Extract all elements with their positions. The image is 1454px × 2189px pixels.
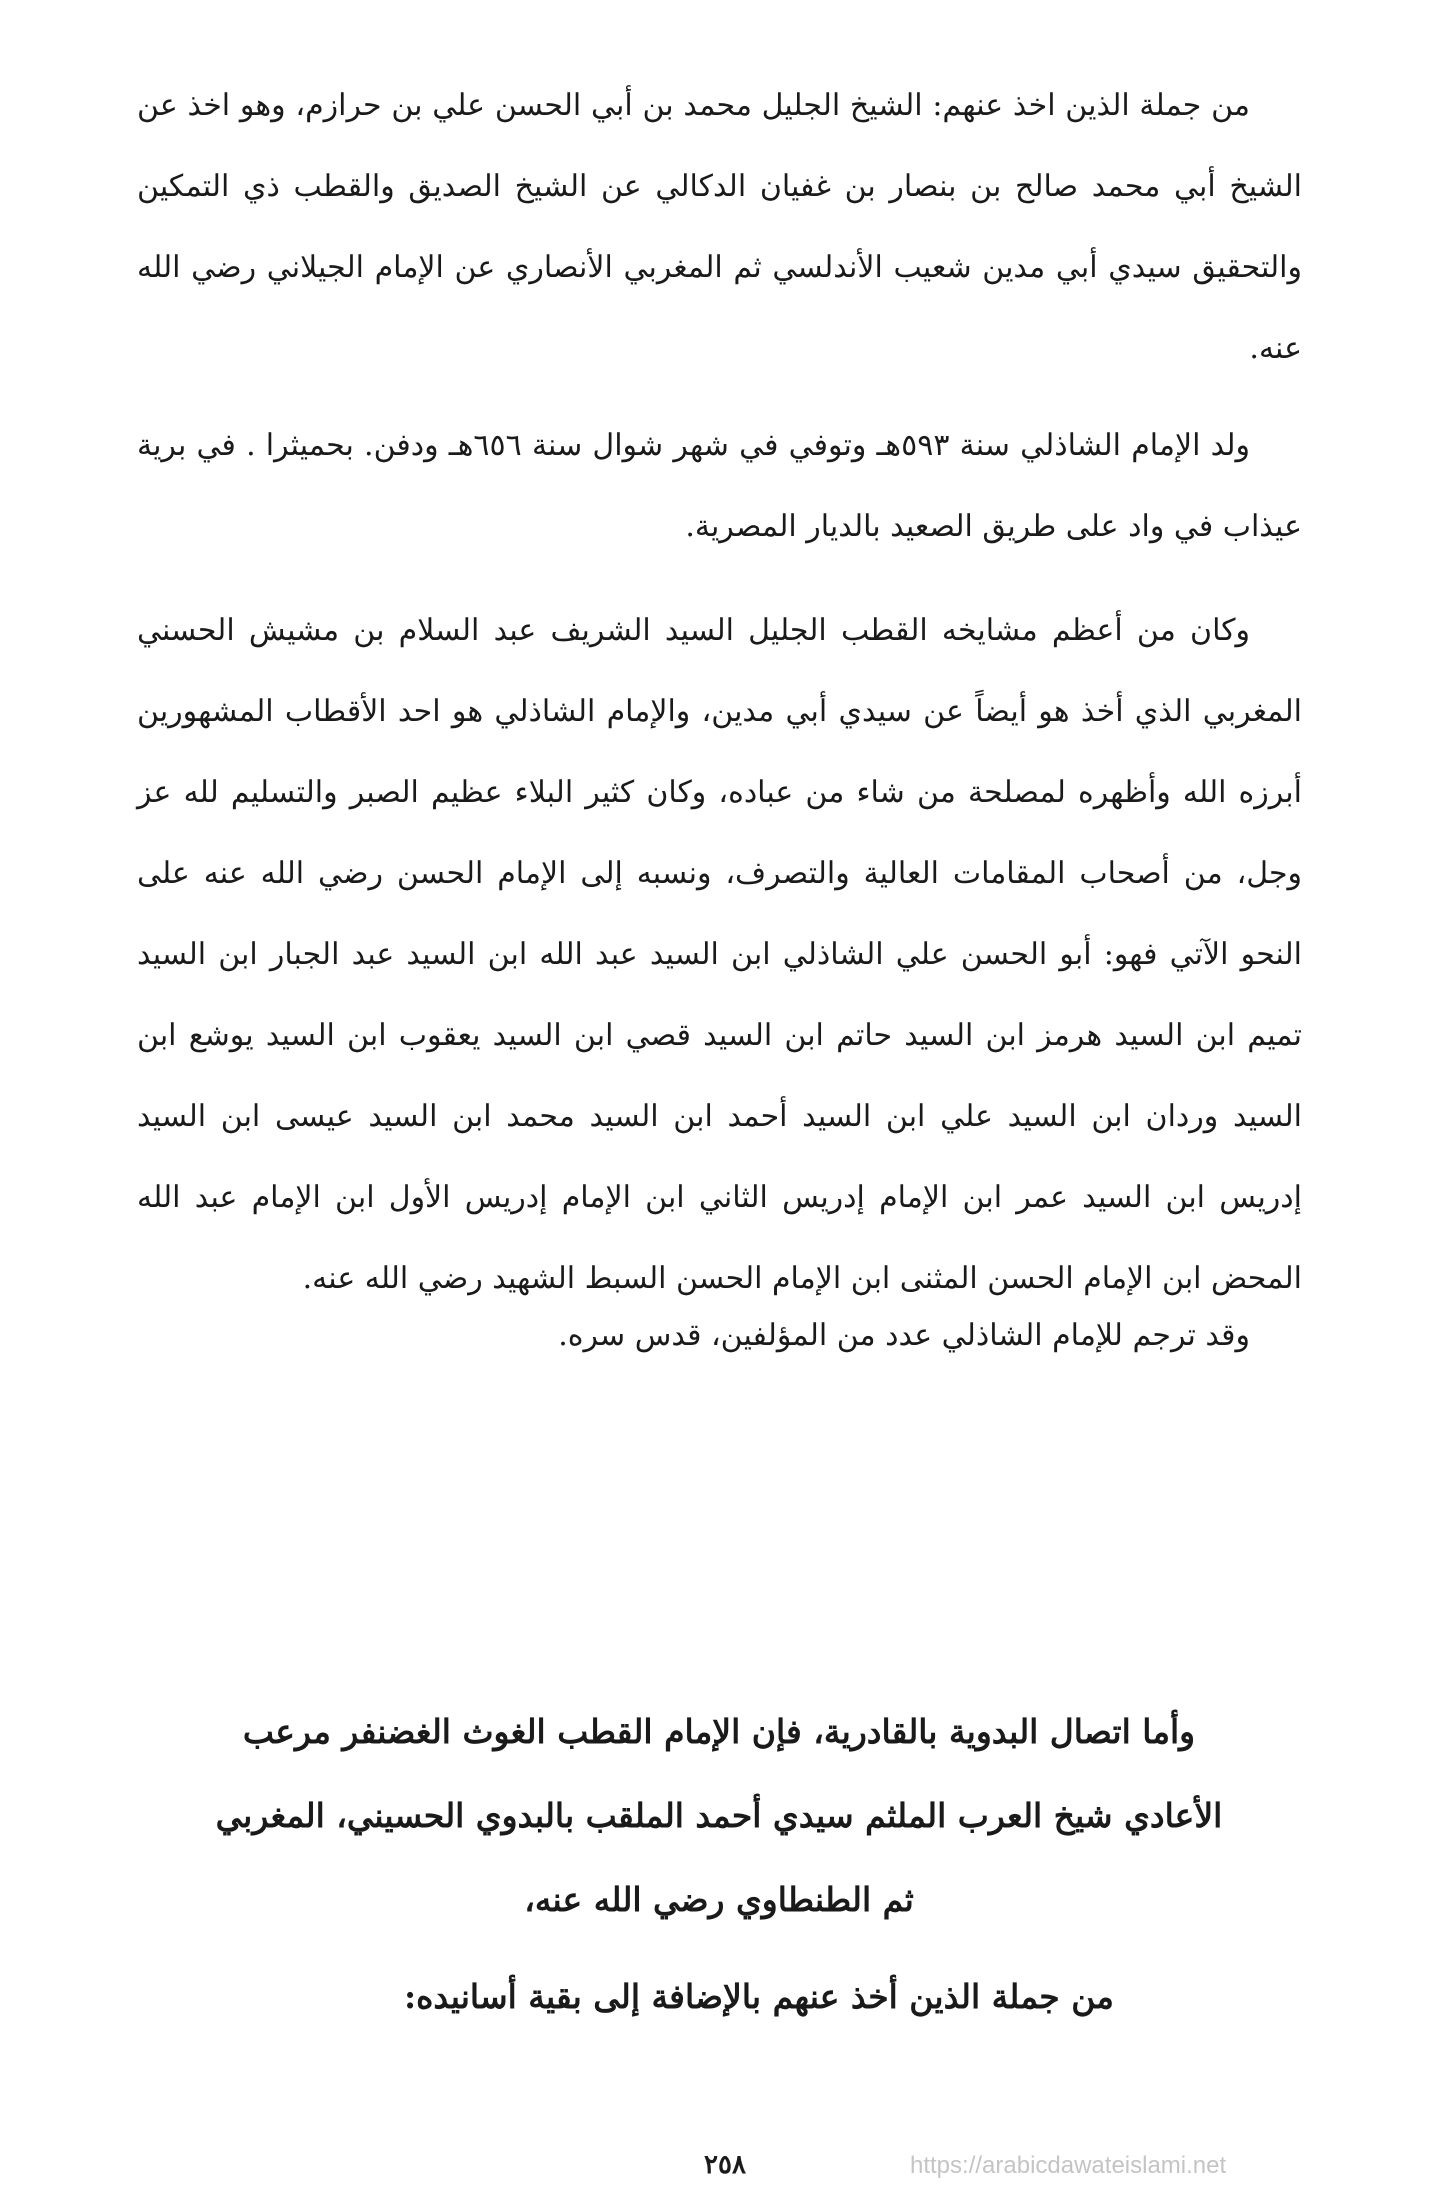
paragraph-text: وكان من أعظم مشايخه القطب الجليل السيد الشريف عبد السلام بن مشيش الحسني المغربي الذي أخذ هو أيضاً عن سيدي أبي مدين، والإمام الشاذلي هو احد الأقطاب المشهورين أبرزه الله وأظهره لمصلحة من شاء من عباده، وكان كثير البلاء عظيم الصبر والتسليم لله عز وجل، من أصحاب المقامات العالية والتصرف، ونسبه إلى الإمام الحسن رضي الله عنه على النحو الآتي فهو: أبو الحسن علي الشاذلي ابن السيد عبد الله ابن السيد عبد الجبار ابن السيد تميم ابن السيد هرمز ابن السيد حاتم ابن السيد قصي ابن السيد يعقوب ابن السيد يوشع ابن السيد وردان ابن السيد علي ابن السيد أحمد ابن السيد محمد ابن السيد عيسى ابن السيد إدريس ابن السيد عمر ابن الإمام إدريس الثاني ابن الإمام إدريس الأول ابن الإمام عبد الله المحض ابن الإمام الحسن المثنى ابن الإمام الحسن السبط الشهيد رضي الله عنه. <box>137 613 1302 1296</box>
paragraph-biographers <box>137 1295 1302 1376</box>
paragraph-text: من جملة الذين اخذ عنهم: الشيخ الجليل محمد بن أبي الحسن علي بن حرازم، وهو اخذ عن الشيخ أبي محمد صالح بن بنصار بن غفيان الدكالي عن الشيخ الصديق والقطب ذي التمكين والتحقيق سيدي أبي مدين شعيب الأندلسي ثم المغربي الأنصاري عن الإمام الجيلاني رضي الله عنه. <box>137 88 1302 366</box>
section-heading <box>124 1690 1314 1942</box>
heading-line: الأعادي شيخ العرب الملثم سيدي أحمد الملقب بالبدوي الحسيني، المغربي <box>215 1796 1223 1835</box>
paragraph-text: وقد ترجم للإمام الشاذلي عدد من المؤلفين، قدس سره. <box>558 1318 1250 1353</box>
paragraph-text: ولد الإمام الشاذلي سنة ٥٩٣هـ وتوفي في شهر شوال سنة ٦٥٦هـ ودفن. بحميثرا . في برية عيذاب في واد على طريق الصعيد بالديار المصرية. <box>137 428 1302 544</box>
heading-line: وأما اتصال البدوية بالقادرية، فإن الإمام القطب الغوث الغضنفر مرعب <box>242 1712 1196 1751</box>
heading-line: ثم الطنطاوي رضي الله عنه، <box>524 1880 914 1919</box>
paragraph-teachers <box>137 65 1302 389</box>
paragraph-lineage <box>137 590 1302 1319</box>
page-number: ٢٥٨ <box>704 2150 746 2180</box>
paragraph-birth-death <box>137 405 1302 567</box>
section-subheading: من جملة الذين أخذ عنهم بالإضافة إلى بقية أسانيده: <box>403 1977 1114 2016</box>
watermark-url: https://arabicdawateislami.net <box>910 2152 1227 2179</box>
